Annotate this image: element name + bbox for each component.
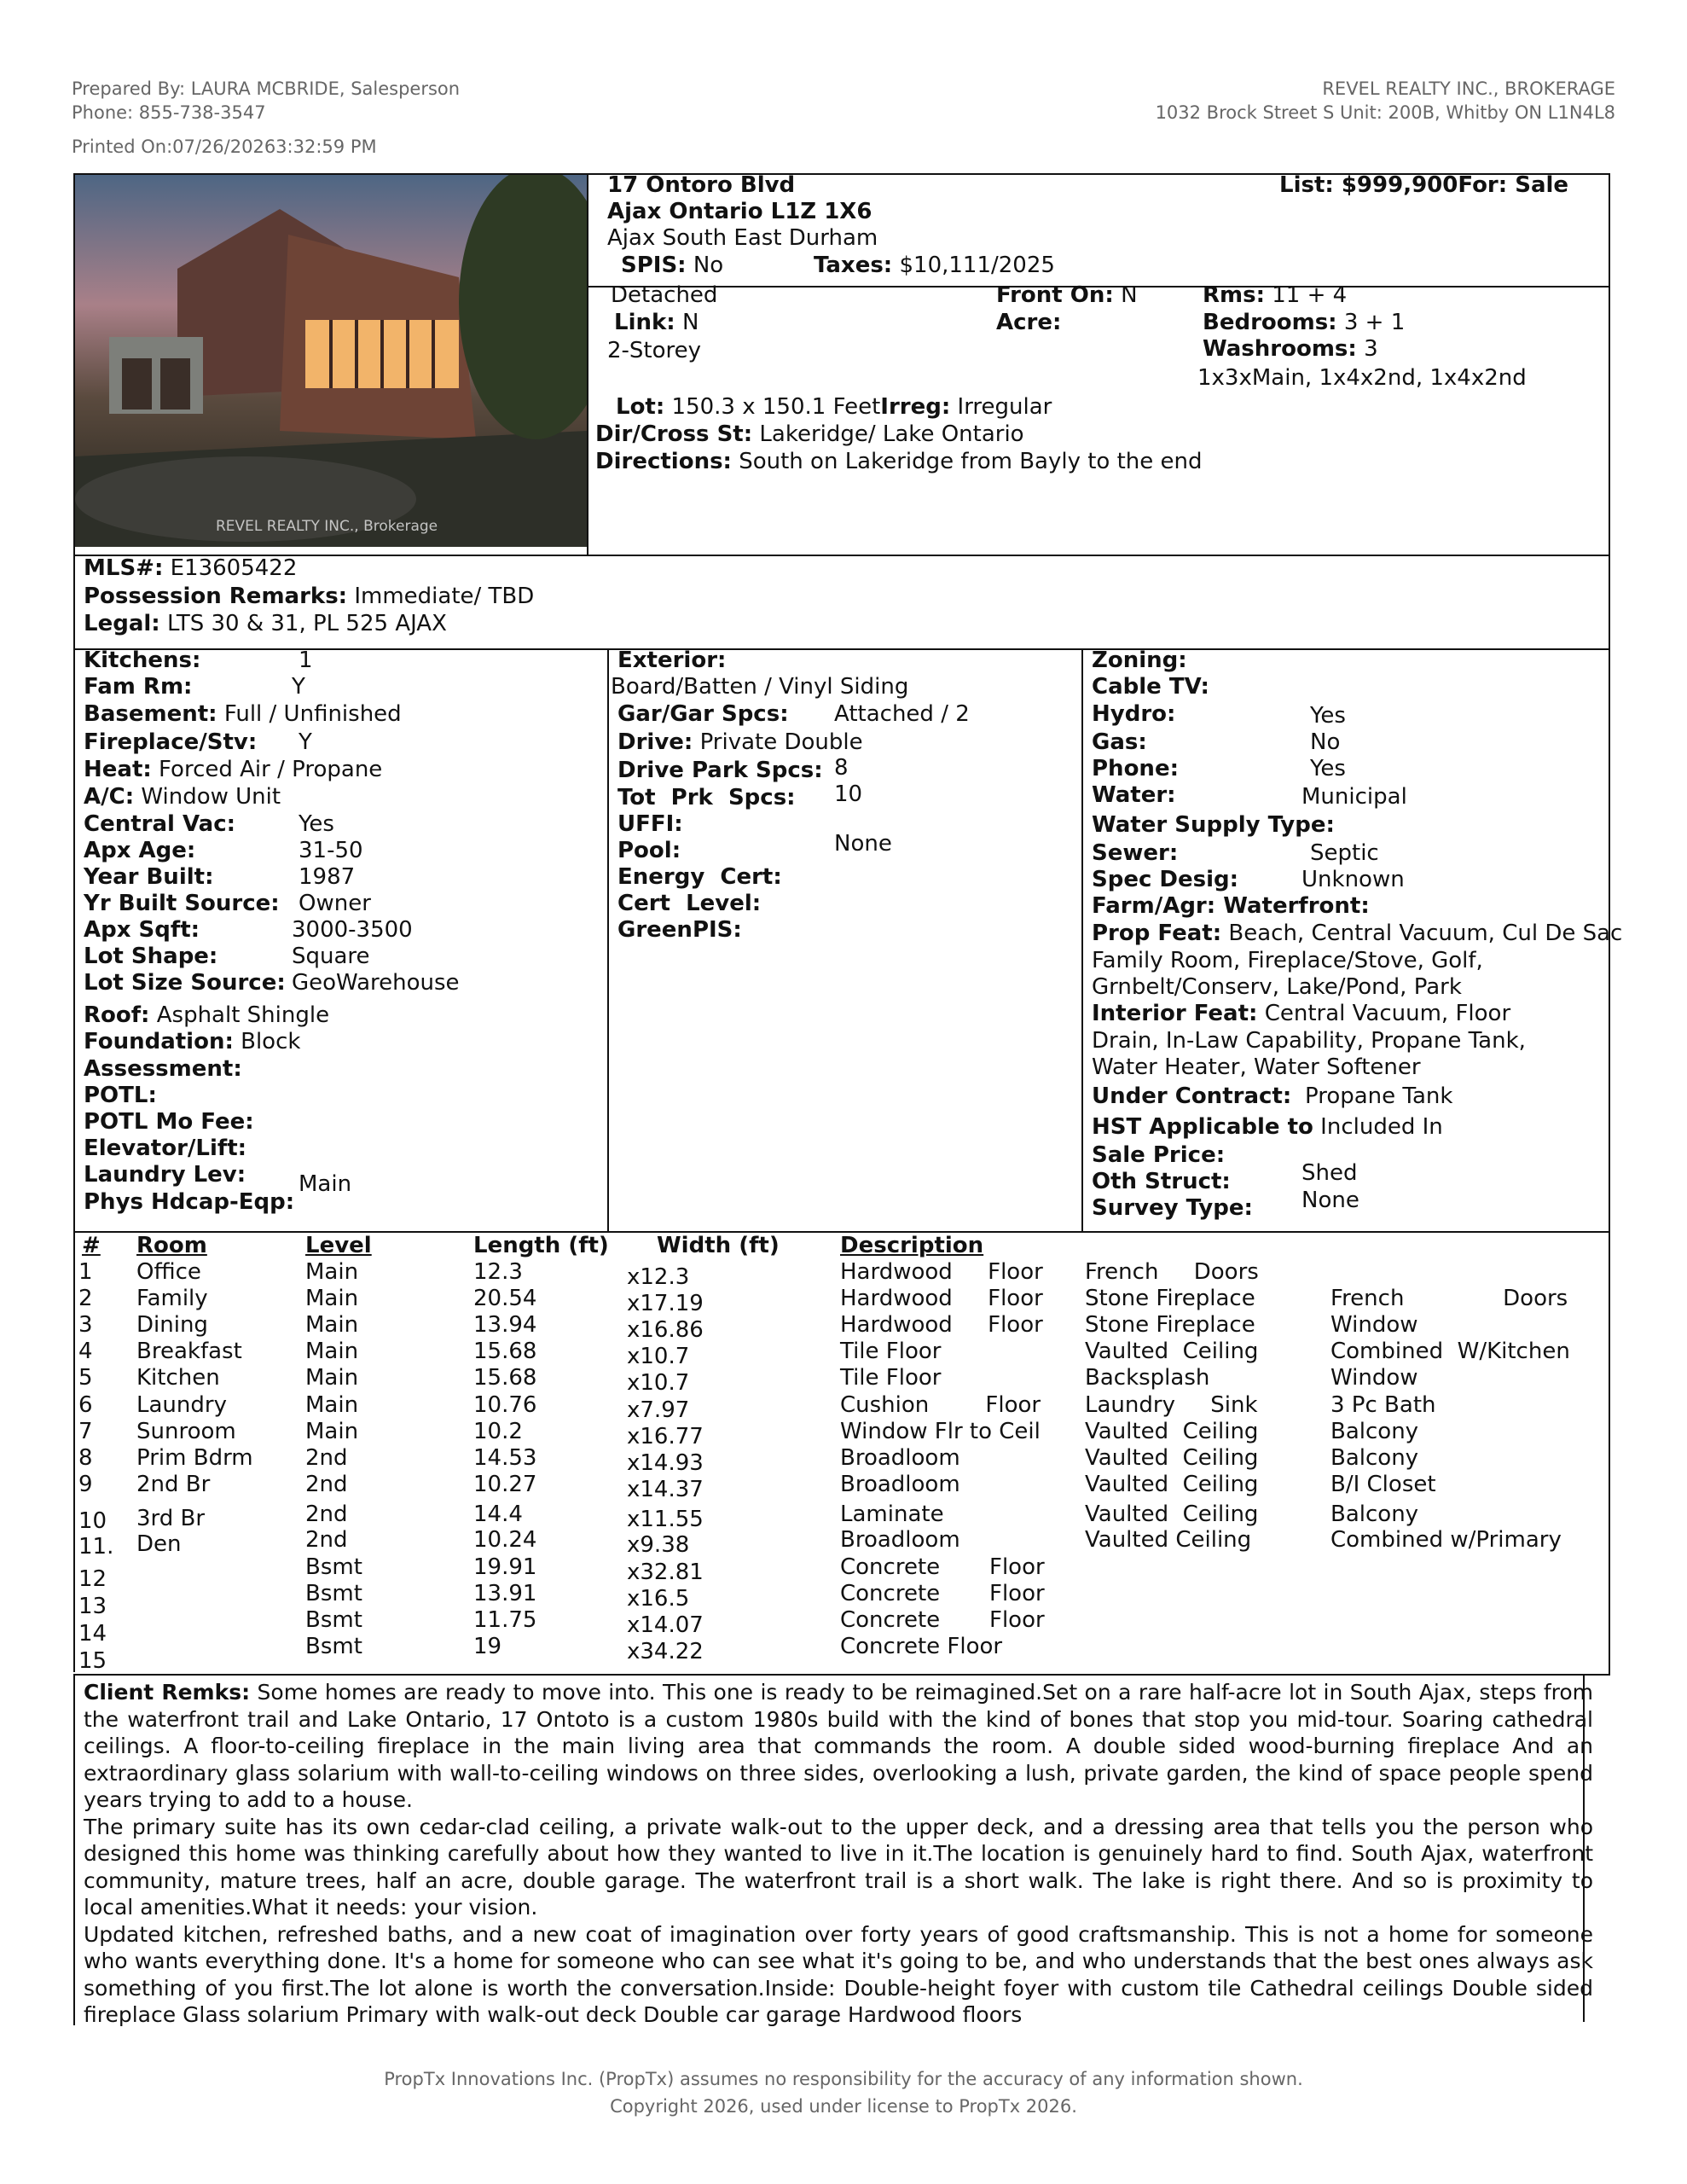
- detail-label: Drive Park Spcs:: [617, 758, 823, 783]
- room-num-cell: 10: [78, 1508, 107, 1534]
- house-illustration: [75, 175, 587, 547]
- washrooms-row: Washrooms: 3: [1203, 336, 1378, 362]
- detail-row: Heat: Forced Air / Propane: [84, 757, 383, 782]
- room-d2-cell: Vaulted Ceiling: [1085, 1445, 1259, 1471]
- detail-row: Basement: Full / Unfinished: [84, 701, 402, 727]
- detail-label: GreenPIS:: [617, 917, 742, 943]
- directions-row: Directions: South on Lakeridge from Bayly to the end: [595, 449, 1203, 474]
- room-num-cell: 13: [78, 1594, 107, 1619]
- room-num-cell: 14: [78, 1621, 107, 1647]
- detail-row: Interior Feat: Central Vacuum, Floor: [1092, 1001, 1511, 1026]
- room-num-cell: 11.: [78, 1534, 114, 1560]
- detail-value: 3000-3500: [292, 917, 413, 943]
- detail-value: Shed: [1301, 1160, 1358, 1186]
- room-width-cell: x16.77: [627, 1424, 704, 1449]
- room-d3-cell: Combined w/Primary: [1330, 1527, 1562, 1553]
- room-width-cell: x32.81: [627, 1560, 704, 1585]
- room-d1-cell: Window Flr to Ceil: [840, 1419, 1041, 1444]
- detail-label: Spec Desig:: [1092, 867, 1239, 892]
- room-level-cell: Main: [305, 1312, 359, 1338]
- room-length-cell: 19: [473, 1634, 502, 1659]
- room-d3-cell: Window: [1330, 1312, 1418, 1338]
- room-room-cell: Dining: [136, 1312, 208, 1338]
- detail-value: Septic: [1310, 840, 1379, 866]
- room-room-cell: Office: [136, 1259, 201, 1285]
- detail-value: Unknown: [1301, 867, 1405, 892]
- room-d2-cell: Vaulted Ceiling: [1085, 1419, 1259, 1444]
- detail-value: Main: [299, 1171, 352, 1197]
- room-length-cell: 20.54: [473, 1286, 537, 1311]
- room-level-cell: Bsmt: [305, 1634, 362, 1659]
- detail-label: Phone:: [1092, 756, 1179, 781]
- footer-disclaimer: PropTx Innovations Inc. (PropTx) assumes no responsibility for the accuracy of any information shown.: [384, 2069, 1303, 2089]
- detail-label: Cable TV:: [1092, 674, 1209, 700]
- room-d3-cell: B/I Closet: [1330, 1472, 1436, 1497]
- style: 2-Storey: [607, 338, 702, 363]
- room-num-cell: 12: [78, 1566, 107, 1592]
- prepared-by: Prepared By: LAURA MCBRIDE, Salesperson: [72, 78, 461, 99]
- address-line1: 17 Ontoro Blvd: [607, 172, 796, 198]
- room-d2-cell: Stone Fireplace: [1085, 1286, 1255, 1311]
- room-d1-cell: Concrete Floor: [840, 1634, 1003, 1659]
- spis-row: SPIS: No: [621, 253, 724, 278]
- detail-value: None: [1301, 1188, 1359, 1213]
- room-num-cell: 4: [78, 1339, 93, 1364]
- room-num-cell: 2: [78, 1286, 93, 1311]
- property-type: Detached: [611, 282, 718, 308]
- detail-label: Elevator/Lift:: [84, 1136, 247, 1161]
- room-d3-cell: French Doors: [1330, 1286, 1568, 1311]
- cross-street-row: Dir/Cross St: Lakeridge/ Lake Ontario: [595, 421, 1024, 447]
- remarks-paragraph: Some homes are ready to move into. This one is ready to be reimagined.Set on a rare half-acre lot in South Ajax, steps from the waterfront trail and Lake Ontario, 17 Ontoto is a custom 1980s build with the kind of bones that stop you mid-tour. Soaring cathedral ceilings. A floor-to-ceiling fireplace in the main living area that commands the room. A double sided wood-burning fireplace And an extraordinary glass solarium with wall-to-ceiling windows on three sides, overlooking a lush, private garden, the kind of space people spend years trying to add to a house.: [84, 1680, 1594, 1812]
- room-width-cell: x11.55: [627, 1507, 704, 1532]
- detail-value: None: [834, 831, 892, 857]
- detail-label: Gas:: [1092, 729, 1147, 755]
- detail-label: Oth Struct:: [1092, 1169, 1231, 1194]
- detail-value: No: [1310, 729, 1341, 755]
- room-room-cell: Kitchen: [136, 1365, 220, 1391]
- room-width-cell: x10.7: [627, 1370, 690, 1396]
- room-d1-cell: Broadloom: [840, 1472, 960, 1497]
- room-level-cell: 2nd: [305, 1472, 348, 1497]
- room-width-cell: x17.19: [627, 1291, 704, 1316]
- room-d1-cell: Hardwood Floor: [840, 1259, 1043, 1285]
- room-d3-cell: Balcony: [1330, 1502, 1419, 1527]
- brokerage-address: 1032 Brock Street S Unit: 200B, Whitby ON L1N4L8: [1155, 102, 1615, 123]
- room-length-cell: 10.76: [473, 1392, 537, 1418]
- rms-row: Rms: 11 + 4: [1203, 282, 1348, 308]
- room-length-cell: 15.68: [473, 1339, 537, 1364]
- detail-label: UFFI:: [617, 811, 683, 837]
- room-width-cell: x9.38: [627, 1532, 690, 1558]
- room-d1-cell: Broadloom: [840, 1527, 960, 1553]
- room-room-cell: Prim Bdrm: [136, 1445, 253, 1471]
- rooms-header-level: Level: [305, 1233, 372, 1258]
- room-d3-cell: Window: [1330, 1365, 1418, 1391]
- room-level-cell: Main: [305, 1419, 359, 1444]
- detail-label: Energy Cert:: [617, 864, 782, 890]
- room-num-cell: 5: [78, 1365, 93, 1391]
- room-d1-cell: Concrete Floor: [840, 1607, 1045, 1633]
- detail-label: Fireplace/Stv:: [84, 729, 258, 755]
- room-level-cell: Main: [305, 1339, 359, 1364]
- room-length-cell: 13.94: [473, 1312, 537, 1338]
- list-price-row: List: $999,900For: Sale: [1279, 172, 1569, 198]
- possession-row: Possession Remarks: Immediate/ TBD: [84, 584, 535, 609]
- room-length-cell: 14.4: [473, 1502, 523, 1527]
- room-d2-cell: Stone Fireplace: [1085, 1312, 1255, 1338]
- room-width-cell: x14.37: [627, 1477, 704, 1502]
- detail-row: Roof: Asphalt Shingle: [84, 1002, 330, 1028]
- rooms-header-length: Length (ft): [473, 1233, 609, 1258]
- room-width-cell: x7.97: [627, 1397, 690, 1423]
- room-level-cell: Main: [305, 1286, 359, 1311]
- list-price: $999,900: [1341, 172, 1458, 198]
- room-d1-cell: Broadloom: [840, 1445, 960, 1471]
- room-d1-cell: Cushion Floor: [840, 1392, 1041, 1418]
- detail-row: Prop Feat: Beach, Central Vacuum, Cul De Sac: [1092, 921, 1623, 946]
- room-room-cell: Laundry: [136, 1392, 227, 1418]
- printed-on: Printed On:07/26/20263:32:59 PM: [72, 136, 377, 157]
- detail-value: 1987: [299, 864, 356, 890]
- room-room-cell: Breakfast: [136, 1339, 242, 1364]
- detail-row: Farm/Agr: Waterfront:: [1092, 893, 1370, 919]
- room-length-cell: 12.3: [473, 1259, 523, 1285]
- room-d2-cell: Vaulted Ceiling: [1085, 1339, 1259, 1364]
- rooms-header-room: Room: [136, 1233, 207, 1258]
- room-room-cell: Family: [136, 1286, 208, 1311]
- remarks-label: Client Remks:: [84, 1680, 251, 1705]
- detail-label: Sewer:: [1092, 840, 1179, 866]
- detail-value: Square: [292, 944, 370, 969]
- room-num-cell: 1: [78, 1259, 93, 1285]
- detail-value: 10: [834, 781, 863, 807]
- detail-label: Apx Sqft:: [84, 917, 200, 943]
- detail-label: Yr Built Source:: [84, 891, 280, 916]
- detail-value: Propane Tank: [1305, 1083, 1453, 1109]
- taxes-row: Taxes: $10,111/2025: [814, 253, 1055, 278]
- room-d3-cell: Balcony: [1330, 1419, 1419, 1444]
- detail-label: Central Vac:: [84, 811, 236, 837]
- room-width-cell: x16.86: [627, 1317, 704, 1343]
- washrooms-detail: 1x3xMain, 1x4x2nd, 1x4x2nd: [1197, 365, 1527, 391]
- agent-phone: Phone: 855-738-3547: [72, 102, 266, 123]
- detail-value: Water Heater, Water Softener: [1092, 1054, 1421, 1080]
- detail-label: Phys Hdcap-Eqp:: [84, 1189, 295, 1215]
- photo-watermark: REVEL REALTY INC., Brokerage: [216, 518, 438, 535]
- property-photo: [75, 175, 587, 547]
- room-d1-cell: Concrete Floor: [840, 1581, 1045, 1606]
- room-d3-cell: 3 Pc Bath: [1330, 1392, 1436, 1418]
- brokerage-name: REVEL REALTY INC., BROKERAGE: [1322, 78, 1615, 99]
- room-length-cell: 15.68: [473, 1365, 537, 1391]
- room-room-cell: 3rd Br: [136, 1506, 206, 1531]
- detail-value: Grnbelt/Conserv, Lake/Pond, Park: [1092, 974, 1462, 1000]
- client-remarks: [84, 1679, 1593, 2029]
- room-width-cell: x14.07: [627, 1612, 704, 1638]
- room-level-cell: Main: [305, 1392, 359, 1418]
- detail-label: Tot Prk Spcs:: [617, 785, 796, 810]
- room-level-cell: Bsmt: [305, 1581, 362, 1606]
- room-d1-cell: Hardwood Floor: [840, 1286, 1043, 1311]
- detail-label: Laundry Lev:: [84, 1162, 246, 1188]
- room-d3-cell: Balcony: [1330, 1445, 1419, 1471]
- room-room-cell: 2nd Br: [136, 1472, 211, 1497]
- detail-value: Attached / 2: [834, 701, 970, 727]
- room-d2-cell: French Doors: [1085, 1259, 1259, 1285]
- room-length-cell: 10.24: [473, 1527, 537, 1553]
- room-width-cell: x34.22: [627, 1639, 704, 1664]
- room-width-cell: x10.7: [627, 1344, 690, 1369]
- room-num-cell: 3: [78, 1312, 93, 1338]
- detail-label: Sale Price:: [1092, 1142, 1226, 1168]
- room-num-cell: 6: [78, 1392, 93, 1418]
- detail-value: 8: [834, 755, 849, 781]
- detail-label: POTL Mo Fee:: [84, 1109, 254, 1135]
- room-num-cell: 9: [78, 1472, 93, 1497]
- detail-value: Municipal: [1301, 784, 1407, 810]
- detail-value: GeoWarehouse: [292, 970, 460, 996]
- room-length-cell: 14.53: [473, 1445, 537, 1471]
- room-level-cell: 2nd: [305, 1445, 348, 1471]
- room-length-cell: 13.91: [473, 1581, 537, 1606]
- room-d1-cell: Hardwood Floor: [840, 1312, 1043, 1338]
- room-d2-cell: Vaulted Ceiling: [1085, 1502, 1259, 1527]
- room-num-cell: 7: [78, 1419, 93, 1444]
- rooms-header-num: #: [82, 1233, 101, 1258]
- detail-label: Apx Age:: [84, 838, 196, 863]
- detail-label: Cert Level:: [617, 891, 762, 916]
- detail-label: Hydro:: [1092, 701, 1176, 727]
- room-d1-cell: Laminate: [840, 1502, 944, 1527]
- room-width-cell: x14.93: [627, 1450, 704, 1476]
- room-d1-cell: Tile Floor: [840, 1339, 942, 1364]
- room-length-cell: 19.91: [473, 1554, 537, 1580]
- detail-label: Under Contract:: [1092, 1083, 1292, 1109]
- detail-label: Kitchens:: [84, 648, 201, 673]
- room-length-cell: 10.2: [473, 1419, 523, 1444]
- detail-row: HST Applicable to Included In: [1092, 1114, 1443, 1140]
- detail-label: Lot Size Source:: [84, 970, 286, 996]
- detail-value: Yes: [1310, 756, 1346, 781]
- detail-value: 31-50: [299, 838, 363, 863]
- room-d1-cell: Tile Floor: [840, 1365, 942, 1391]
- footer-copyright: Copyright 2026, used under license to PropTx 2026.: [610, 2096, 1077, 2117]
- detail-label: Year Built:: [84, 864, 214, 890]
- room-length-cell: 11.75: [473, 1607, 537, 1633]
- lot-row: Lot: 150.3 x 150.1 FeetIrreg: Irregular: [616, 394, 1052, 420]
- room-d2-cell: Vaulted Ceiling: [1085, 1472, 1259, 1497]
- legal-row: Legal: LTS 30 & 31, PL 525 AJAX: [84, 611, 447, 636]
- remarks-paragraph: Updated kitchen, refreshed baths, and a new coat of imagination over forty years of good craftsmanship. This is not a home for someone who wants everything done. It's a home for someone who can see what it's going to be, and who understands that the best ones always ask something of you first.The lot alone is worth the conversation.Inside: Double-height foyer with custom tile Cathedral ceilings Double sided fireplace Glass solarium Primary with walk-out deck Double car garage Hardwood floors: [84, 1921, 1593, 2027]
- room-d3-cell: Combined W/Kitchen: [1330, 1339, 1570, 1364]
- room-room-cell: Sunroom: [136, 1419, 236, 1444]
- detail-label: Zoning:: [1092, 648, 1187, 673]
- detail-label: Fam Rm:: [84, 674, 193, 700]
- front-on-row: Front On: N: [996, 282, 1138, 308]
- detail-row: Foundation: Block: [84, 1029, 301, 1054]
- rooms-header-description: Description: [840, 1233, 984, 1258]
- rooms-header-width: Width (ft): [657, 1233, 780, 1258]
- detail-label: Lot Shape:: [84, 944, 218, 969]
- detail-value: Owner: [299, 891, 371, 916]
- detail-value: 1: [299, 648, 313, 673]
- room-level-cell: Main: [305, 1365, 359, 1391]
- link-row: Link: N: [614, 310, 699, 335]
- detail-label: Pool:: [617, 838, 681, 863]
- room-width-cell: x12.3: [627, 1264, 690, 1290]
- detail-label: Gar/Gar Spcs:: [617, 701, 789, 727]
- room-level-cell: Bsmt: [305, 1554, 362, 1580]
- detail-value: Yes: [299, 811, 334, 837]
- room-level-cell: 2nd: [305, 1527, 348, 1553]
- detail-label: POTL:: [84, 1083, 157, 1108]
- mls-row: MLS#: E13605422: [84, 555, 298, 581]
- bedrooms-row: Bedrooms: 3 + 1: [1203, 310, 1406, 335]
- detail-value: Board/Batten / Vinyl Siding: [611, 674, 909, 700]
- detail-row: Drive: Private Double: [617, 729, 863, 755]
- address-line2: Ajax Ontario L1Z 1X6: [607, 199, 872, 224]
- detail-value: Y: [299, 729, 312, 755]
- detail-value: Y: [292, 674, 305, 700]
- room-room-cell: Den: [136, 1531, 182, 1557]
- detail-label: Survey Type:: [1092, 1195, 1253, 1221]
- room-d2-cell: Laundry Sink: [1085, 1392, 1258, 1418]
- acre-label: Acre:: [996, 310, 1062, 335]
- room-d2-cell: Vaulted Ceiling: [1085, 1527, 1252, 1553]
- detail-label: Assessment:: [84, 1056, 242, 1082]
- detail-value: Yes: [1310, 703, 1346, 729]
- room-num-cell: 15: [78, 1648, 107, 1674]
- remarks-paragraph: The primary suite has its own cedar-clad ceiling, a private walk-out to the upper deck, and a dressing area that tells you the person who designed this home was thinking carefully about how they wanted to live in it.The location is genuinely hard to find. South Ajax, waterfront community, mature trees, half an acre, double garage. The waterfront trail is a short walk. The lake is right there. And so is proximity to local amenities.What it needs: your vision.: [84, 1814, 1593, 1920]
- detail-label: Water Supply Type:: [1092, 812, 1335, 838]
- detail-row: A/C: Window Unit: [84, 784, 281, 810]
- room-length-cell: 10.27: [473, 1472, 537, 1497]
- detail-label: Exterior:: [617, 648, 727, 673]
- room-d2-cell: Backsplash: [1085, 1365, 1210, 1391]
- room-level-cell: 2nd: [305, 1502, 348, 1527]
- detail-value: Drain, In-Law Capability, Propane Tank,: [1092, 1028, 1526, 1054]
- detail-value: Family Room, Fireplace/Stove, Golf,: [1092, 948, 1483, 973]
- area: Ajax South East Durham: [607, 225, 878, 251]
- room-level-cell: Main: [305, 1259, 359, 1285]
- room-level-cell: Bsmt: [305, 1607, 362, 1633]
- room-width-cell: x16.5: [627, 1586, 690, 1612]
- room-d1-cell: Concrete Floor: [840, 1554, 1045, 1580]
- detail-label: Water:: [1092, 782, 1176, 808]
- room-num-cell: 8: [78, 1445, 93, 1471]
